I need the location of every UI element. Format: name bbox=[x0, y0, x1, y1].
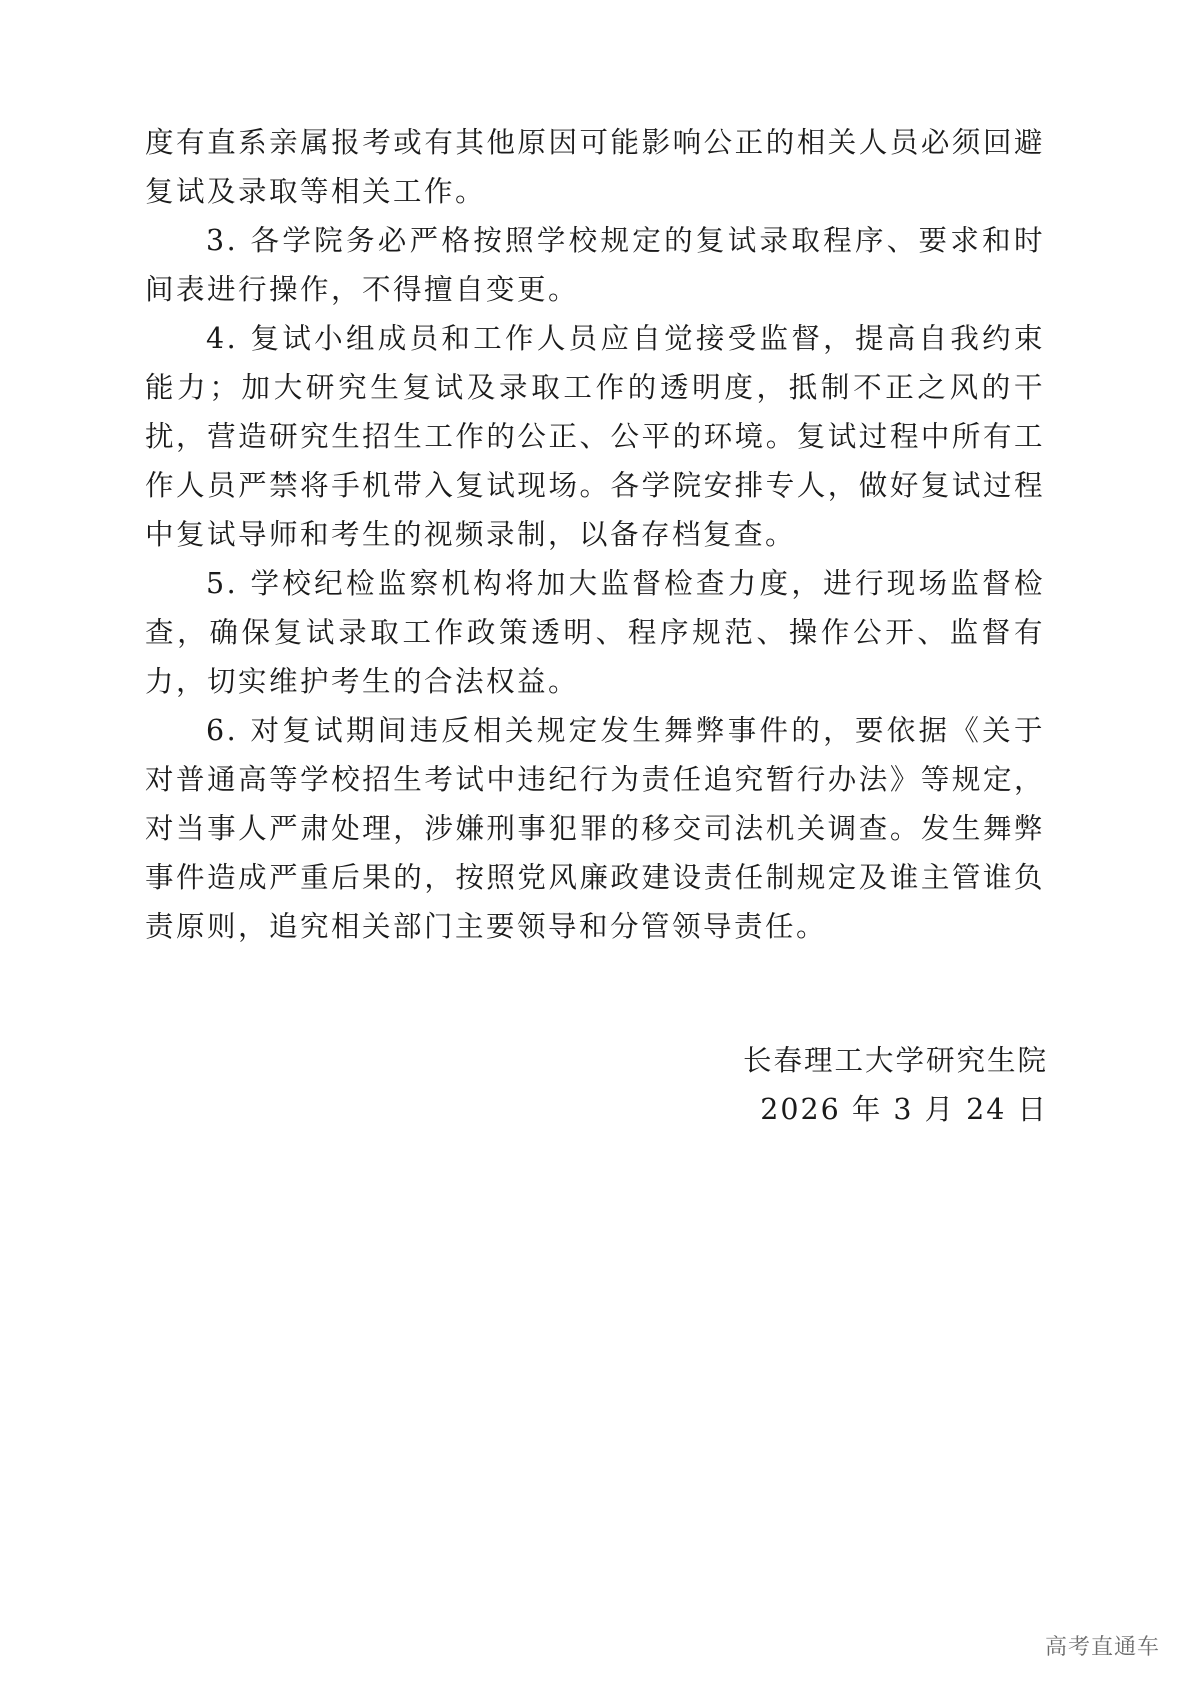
paragraph-item-5: 5. 学校纪检监察机构将加大监督检查力度，进行现场监督检查，确保复试录取工作政策透明、程序规范、操作公开、监督有力，切实维护考生的合法权益。 bbox=[145, 567, 1045, 698]
issue-date: 2026 年 3 月 24 日 bbox=[760, 1093, 1048, 1126]
issuing-organization: 长春理工大学研究生院 bbox=[742, 1044, 1048, 1077]
paragraph-continuation: 度有直系亲属报考或有其他原因可能影响公正的相关人员必须回避复试及录取等相关工作。 bbox=[145, 126, 1045, 208]
signature-block bbox=[743, 1036, 1048, 1134]
document-body bbox=[145, 118, 1045, 951]
paragraph-item-4: 4. 复试小组成员和工作人员应自觉接受监督，提高自我约束能力；加大研究生复试及录取工作的透明度，抵制不正之风的干扰，营造研究生招生工作的公正、公平的环境。复试过程中所有工作人员严禁将手机带入复试现场。各学院安排专人，做好复试过程中复试导师和考生的视频录制，以备存档复查。 bbox=[145, 322, 1045, 551]
watermark-text: 高考直通车 bbox=[1044, 1635, 1160, 1660]
paragraph-item-3: 3. 各学院务必严格按照学校规定的复试录取程序、要求和时间表进行操作，不得擅自变更。 bbox=[145, 224, 1045, 306]
paragraph-item-6: 6. 对复试期间违反相关规定发生舞弊事件的，要依据《关于对普通高等学校招生考试中违纪行为责任追究暂行办法》等规定，对当事人严肃处理，涉嫌刑事犯罪的移交司法机关调查。发生舞弊事件造成严重后果的，按照党风廉政建设责任制规定及谁主管谁负责原则，追究相关部门主要领导和分管领导责任。 bbox=[145, 714, 1045, 943]
